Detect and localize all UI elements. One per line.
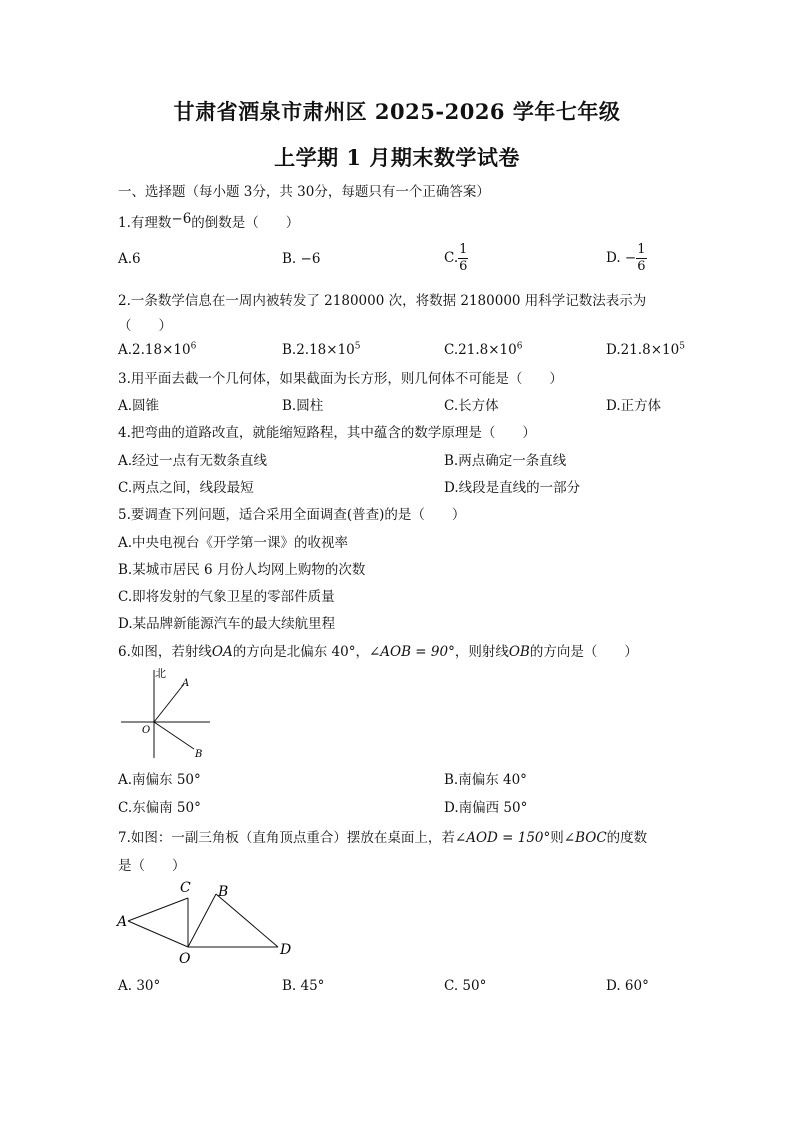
q7-label-d: D (280, 942, 292, 958)
exam-title-line2: 上学期 1 月期末数学试卷 (274, 145, 520, 170)
question-6-stem: 6.如图，若射线OA的方向是北偏东 40°，∠AOB = 90°，则射线OB的方向是（ ） (118, 644, 638, 660)
q3-option-d[interactable]: D.正方体 (606, 398, 662, 414)
q6-ray-oa: OA (211, 644, 233, 660)
q6-ray-oa-line (154, 684, 184, 722)
section-heading: 一、选择题（每小题 3分，共 30分，每题只有一个正确答案） (118, 184, 490, 200)
q6-label-north: 北 (155, 667, 166, 680)
q7-label-o: O (179, 951, 191, 967)
q6-label-a: A (182, 678, 190, 689)
q5-option-c[interactable]: C.即将发射的气象卫星的零部件质量 (118, 589, 335, 605)
q7-angle-boc: ∠BOC (563, 830, 607, 846)
question-5-stem: 5.要调查下列问题，适合采用全面调查(普查)的是（ ） (118, 507, 466, 523)
q7-segment-ao (128, 921, 188, 947)
q1-stem-post: 的倒数是（ ） (191, 215, 300, 231)
question-7-stem-cont: 是（ ） (118, 858, 186, 874)
q7-option-b[interactable]: B. 45° (282, 978, 325, 994)
q6-ray-ob-line (154, 722, 194, 749)
question-3-stem: 3.用平面去截一个几何体，如果截面为长方形，则几何体不可能是（ ） (118, 371, 563, 387)
q6-option-d[interactable]: D.南偏西 50° (444, 800, 528, 816)
q5-option-b[interactable]: B.某城市居民 6 月份人均网上购物的次数 (118, 562, 366, 578)
q1-d-fraction: $\frac{1}{6}$ (637, 242, 646, 274)
q1-c-prefix: C. (444, 250, 459, 266)
q2-option-a[interactable]: $A.2.18\times 10^6$ (118, 341, 197, 358)
exam-title-line1: 甘肃省酒泉市肃州区 2025-2026 学年七年级 (173, 99, 621, 124)
q6-ray-ob: OB (508, 644, 530, 660)
q2-option-c[interactable]: $C.21.8\times 10^6$ (444, 341, 523, 358)
q1-stem-pre: 1.有理数 (118, 215, 172, 231)
q4-option-d[interactable]: D.线段是直线的一部分 (444, 480, 581, 496)
q3-option-c[interactable]: C.长方体 (444, 398, 499, 414)
question-2-stem-cont: （ ） (118, 318, 172, 334)
q7-label-c: C (180, 880, 191, 896)
question-1-stem (118, 211, 299, 231)
q4-option-a[interactable]: A.经过一点有无数条直线 (118, 453, 268, 469)
q3-option-b[interactable]: B.圆柱 (282, 398, 324, 414)
q6-option-a[interactable]: A.南偏东 50° (118, 772, 201, 788)
q6-label-o: O (142, 725, 151, 736)
q6-option-c[interactable]: C.东偏南 50° (118, 800, 201, 816)
q4-option-c[interactable]: C.两点之间，线段最短 (118, 480, 254, 496)
q1-c-fraction: $\frac{1}{6}$ (459, 242, 468, 274)
q4-option-b[interactable]: B.两点确定一条直线 (444, 453, 567, 469)
q7-angle-aod: ∠AOD = 150° (454, 830, 551, 846)
q7-segment-ac (128, 898, 188, 921)
q7-label-a: A (117, 914, 128, 930)
q1-option-a[interactable]: A.6 (118, 251, 141, 267)
q1-stem-number: −6 (171, 211, 192, 227)
q1-option-d[interactable] (606, 242, 647, 275)
q1-d-prefix: D. − (606, 250, 637, 266)
q1-option-c[interactable] (444, 242, 468, 275)
q7-option-d[interactable]: D. 60° (606, 978, 649, 994)
q1-option-b[interactable]: B. −6 (282, 251, 321, 267)
q6-direction-figure (116, 662, 216, 762)
q5-option-a[interactable]: A.中央电视台《开学第一课》的收视率 (118, 535, 349, 551)
q7-option-c[interactable]: C. 50° (444, 978, 487, 994)
q7-segment-bd (216, 894, 278, 947)
question-7-stem: 7.如图：一副三角板（直角顶点重合）摆放在桌面上，若∠AOD = 150°则∠BOC的度数 (118, 830, 648, 846)
q7-triangle-figure (114, 876, 304, 968)
q6-option-b[interactable]: B.南偏东 40° (444, 772, 527, 788)
q7-option-a[interactable]: A. 30° (118, 978, 161, 994)
q7-label-b: B (218, 884, 229, 900)
q2-option-b[interactable]: $B.2.18\times 10^5$ (282, 341, 361, 358)
q5-option-d[interactable]: D.某品牌新能源汽车的最大续航里程 (118, 616, 336, 632)
question-4-stem: 4.把弯曲的道路改直，就能缩短路程，其中蕴含的数学原理是（ ） (118, 425, 536, 441)
question-2-stem: 2.一条数学信息在一周内被转发了 2180000 次，将数据 2180000 用科学记数法表示为 (118, 293, 647, 309)
q2-option-d[interactable]: $D.21.8\times 10^5$ (606, 341, 685, 358)
q7-segment-bo (188, 894, 216, 947)
q3-option-a[interactable]: A.圆锥 (118, 398, 160, 414)
q6-angle-aob: ∠AOB = 90° (368, 644, 455, 660)
q6-label-b: B (195, 749, 203, 760)
